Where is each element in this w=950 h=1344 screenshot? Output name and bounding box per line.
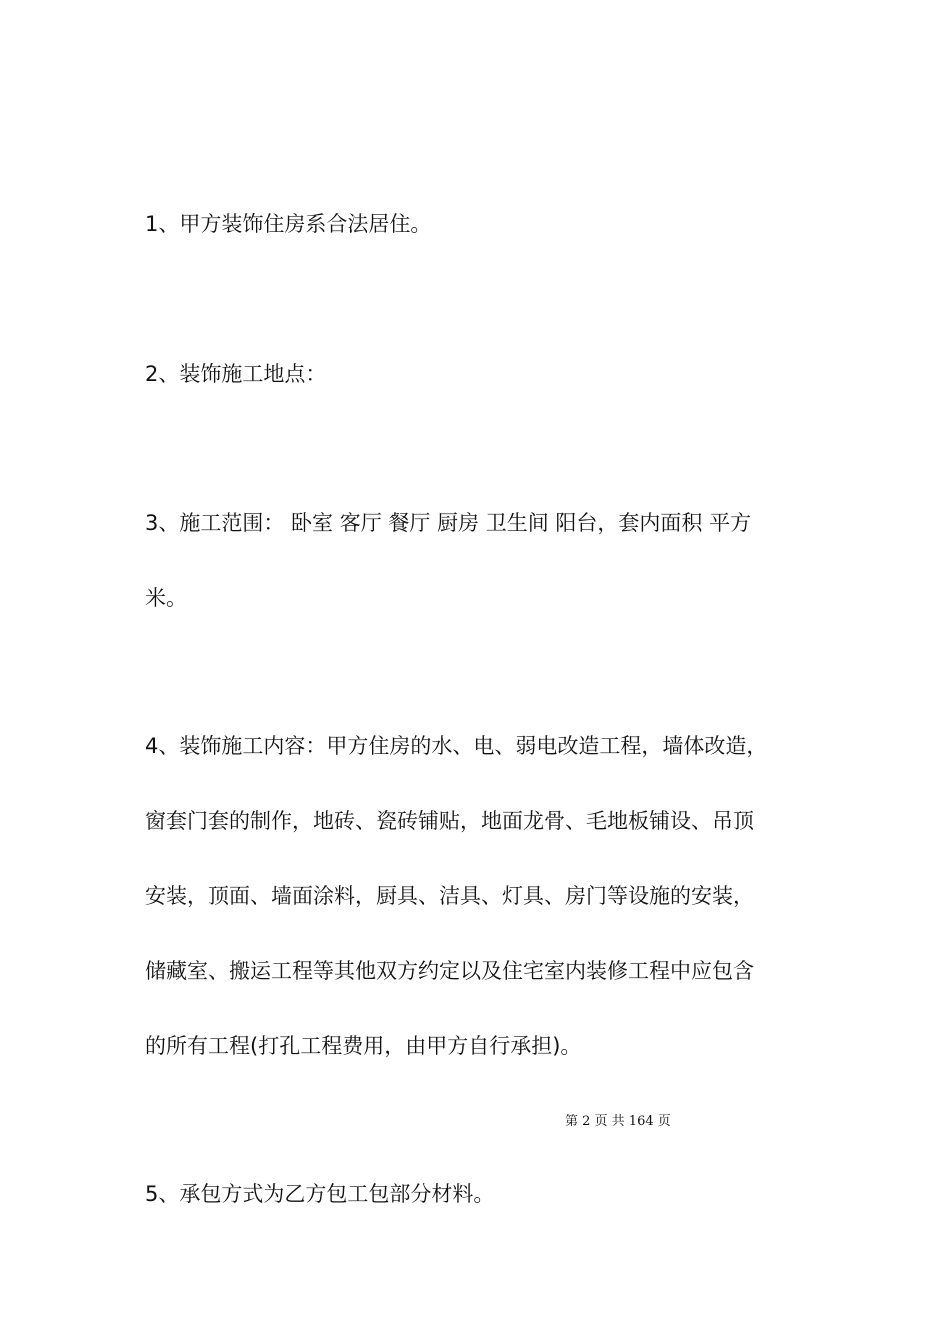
paragraph-line: 米。 — [145, 586, 187, 610]
paragraph-line: 4、装饰施工内容：甲方住房的水、电、弱电改造工程，墙体改造， — [145, 734, 768, 758]
paragraph-line: 2、装饰施工地点： — [145, 362, 327, 386]
paragraph-line: 1、甲方装饰住房系合法居住。 — [145, 212, 432, 236]
paragraph-line: 的所有工程(打孔工程费用，由甲方自行承担)。 — [145, 1034, 582, 1058]
paragraph-line: 安装，顶面、墙面涂料，厨具、洁具、灯具、房门等设施的安装， — [145, 884, 754, 908]
paragraph-3 — [145, 486, 810, 636]
paragraph-4 — [145, 709, 810, 1084]
paragraph-2 — [145, 337, 810, 412]
paragraph-line: 储藏室、搬运工程等其他双方约定以及住宅室内装修工程中应包含 — [145, 959, 754, 983]
paragraph-line: 窗套门套的制作，地砖、瓷砖铺贴，地面龙骨、毛地板铺设、吊顶 — [145, 809, 754, 833]
paragraph-line: 3、施工范围： 卧室 客厅 餐厅 厨房 卫生间 阳台，套内面积 平方 — [145, 511, 752, 535]
paragraph-line: 5、承包方式为乙方包工包部分材料。 — [145, 1182, 495, 1206]
page-footer: 第 2 页 共 164 页 — [565, 1114, 671, 1129]
paragraph-1 — [145, 187, 810, 262]
paragraph-5 — [145, 1157, 810, 1232]
